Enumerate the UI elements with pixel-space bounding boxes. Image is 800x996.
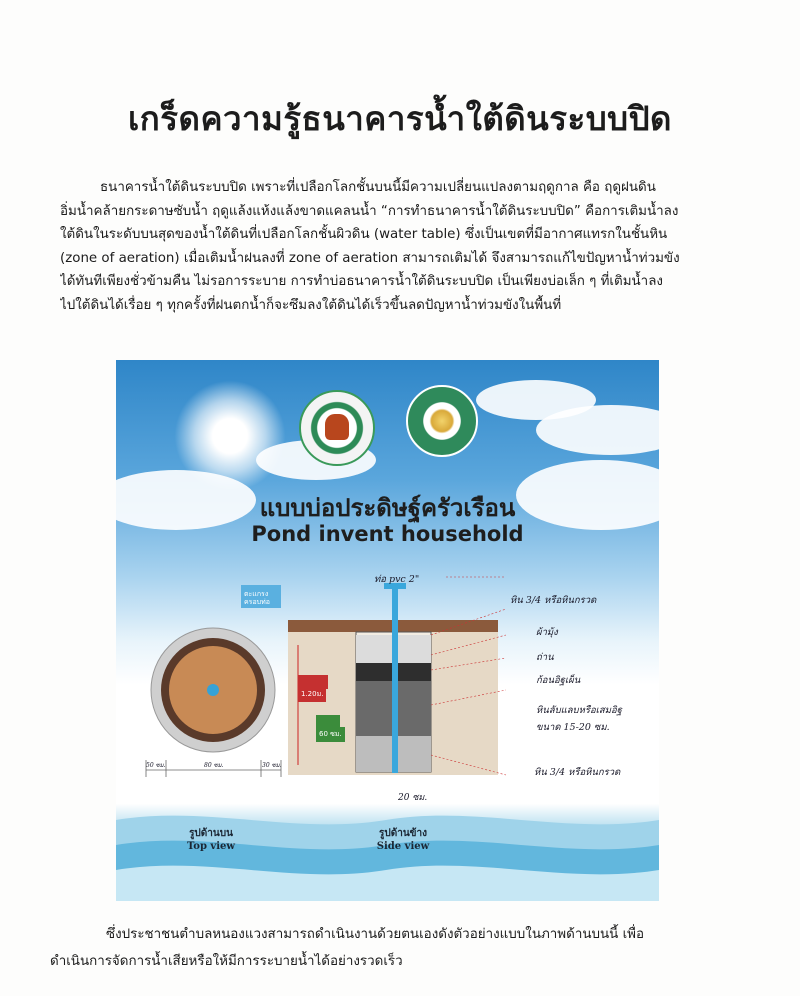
label-width-bottom: 20 ซม. bbox=[398, 793, 428, 803]
label-inset-box: ตะแกรง ครอบท่อ bbox=[241, 588, 281, 608]
label-rock-line1: หินลับแลบหรือเสมอิฐ bbox=[536, 705, 622, 716]
poster-title-thai: แบบบ่อประดิษฐ์ครัวเรือน bbox=[259, 494, 516, 522]
label-dim-center: 80 ซม. bbox=[204, 762, 224, 769]
intro-paragraph bbox=[60, 176, 740, 318]
top-view-drawing bbox=[151, 628, 275, 752]
intro-line: ไปใต้ดินได้เรื่อย ๆ ทุกครั้งที่ฝนตกน้ำก็จะซึมลงใต้ดินได้เร็วขึ้นลดปัญหาน้ำท่วมขังในพื้นที่ bbox=[60, 297, 562, 313]
label-dim-right: 30 ซม. bbox=[262, 762, 282, 769]
outro-line: ซึ่งประชาชนตำบลหนองแวงสามารถดำเนินงานด้วยตนเองดังตัวอย่างแบบในภาพด้านบนนี้ เพื่อ bbox=[106, 927, 645, 942]
intro-line: ใต้ดินในระดับบนสุดของน้ำใต้ดินที่เปลือกโลกชั้นผิวดิน (water table) ซึ่งเป็นเขตที่มีอากาศแทรกในชั้นหิน bbox=[60, 227, 668, 243]
label-brick: ก้อนอิฐเผ็น bbox=[536, 675, 581, 686]
side-view-drawing bbox=[241, 583, 498, 775]
side-view-label-english: Side view bbox=[376, 841, 430, 852]
outro-paragraph bbox=[50, 921, 750, 975]
label-pipe: ท่อ pvc 2" bbox=[374, 574, 420, 585]
page-title: เกร็ดความรู้ธนาคารน้ำใต้ดินระบบปิด bbox=[128, 99, 672, 138]
label-depth-total: 1.20ม. bbox=[298, 687, 326, 702]
side-view-label-thai: รูปด้านข้าง bbox=[379, 828, 427, 839]
intro-line: ธนาคารน้ำใต้ดินระบบปิด เพราะที่เปลือกโลกชั้นบนนี้มีความเปลี่ยนแปลงตามฤดูกาล คือ ฤดูฝนดิน bbox=[100, 180, 656, 195]
cloud-icon bbox=[536, 405, 659, 455]
poster-title-english: Pond invent household bbox=[251, 522, 524, 546]
label-depth-part: 60 ซม. bbox=[316, 727, 345, 742]
label-dim-left: 50 ซม. bbox=[146, 762, 166, 769]
label-gravel-top: หิน 3/4 หรือหินกรวด bbox=[510, 595, 597, 606]
label-geotextile: ผ้ามุ้ง bbox=[536, 627, 558, 638]
label-charcoal: ถ่าน bbox=[536, 652, 554, 663]
intro-line: อิ่มน้ำคล้ายกระดาษซับน้ำ ฤดูแล้งแห้งแล้งขาดแคลนน้ำ “การทำธนาคารน้ำใต้ดินระบบปิด” คือการเติมน้ำลง bbox=[60, 203, 679, 219]
label-rock-line2: ขนาด 15-20 ซม. bbox=[536, 722, 610, 733]
label-gravel-bottom: หิน 3/4 หรือหินกรวด bbox=[534, 767, 621, 778]
outro-line: ดำเนินการจัดการน้ำเสียหรือให้มีการระบายน้ำได้อย่างรวดเร็ว bbox=[50, 954, 403, 969]
top-view-label-thai: รูปด้านบน bbox=[189, 828, 233, 839]
department-logo bbox=[299, 390, 375, 466]
top-view-label-english: Top view bbox=[186, 841, 236, 852]
intro-line: ได้ทันทีเพียงชั่วข้ามคืน ไม่รอการระบาย การทำบ่อธนาคารน้ำใต้ดินระบบปิด เป็นเพียงบ่อเล็ก ๆ ที่เติมน้ำลง bbox=[60, 274, 663, 290]
municipality-logo bbox=[406, 385, 478, 457]
intro-line: (zone of aeration) เมื่อเติมน้ำฝนลงที่ zone of aeration สามารถเติมได้ จึงสามารถแก้ไขปัญหาน้ำท่วมขัง bbox=[60, 250, 680, 266]
pond-poster bbox=[116, 360, 659, 901]
